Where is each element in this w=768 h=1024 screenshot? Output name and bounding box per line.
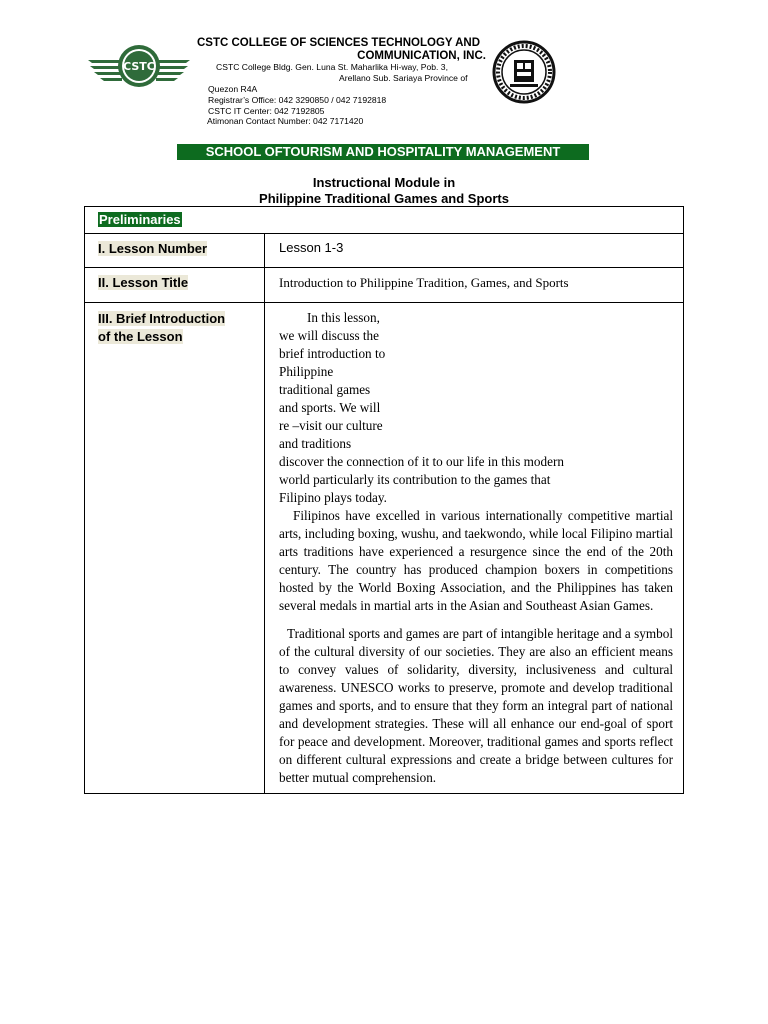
module-title-line2: Philippine Traditional Games and Sports xyxy=(259,191,509,206)
lesson-number-value: Lesson 1-3 xyxy=(265,234,684,268)
table-row-preliminaries xyxy=(85,207,684,234)
brief-intro-label-line1: III. Brief Introduction xyxy=(98,311,226,326)
intro-line: we will discuss the xyxy=(279,328,379,343)
college-name-line2: COMMUNICATION, INC. xyxy=(357,50,486,62)
intro-line: Philippine xyxy=(279,364,334,379)
table-row-lesson-title xyxy=(85,268,684,303)
address-line: CSTC College Bldg. Gen. Luna St. Maharlika Hi-way, Pob. 3, xyxy=(216,62,448,72)
intro-line: world particularly its contribution to the games that xyxy=(279,472,551,487)
it-center-contact: CSTC IT Center: 042 7192805 xyxy=(208,106,325,116)
college-name xyxy=(196,37,488,63)
intro-line: and sports. We will xyxy=(279,400,381,415)
address-line: Quezon R4A xyxy=(208,84,258,94)
lesson-number-label: I. Lesson Number xyxy=(98,241,208,256)
table-row-lesson-number xyxy=(85,234,684,268)
intro-paragraph-unesco: Traditional sports and games are part of intangible heritage and a symbol of the cultural diversity of our societies. They are also an efficient means to convey values of solidarity, diversity, inclusiveness and cultural awareness. UNESCO works to preserve, promote and develop traditional games and sports, and to ensure that they form an integral part of national and development strategies. These will all enhance our end-goal of sport for peace and development. Moreover, traditional games and sports reflect on different cultural expressions and create a bridge between cultures for better mutual comprehension. xyxy=(279,626,673,785)
lesson-title-label: II. Lesson Title xyxy=(98,275,189,290)
intro-line: and traditions xyxy=(279,436,352,451)
atimonan-contact: Atimonan Contact Number: 042 7171420 xyxy=(207,116,364,126)
address-line: Arellano Sub. Sariaya Province of xyxy=(339,73,468,83)
brief-intro-label-line2: of the Lesson xyxy=(98,329,183,344)
intro-line: traditional games xyxy=(279,382,371,397)
intro-line: Filipino plays today. xyxy=(279,490,387,505)
school-name-banner: SCHOOL OFTOURISM AND HOSPITALITY MANAGEMENT xyxy=(177,144,589,160)
lesson-table xyxy=(84,206,684,794)
seal-emblem-icon xyxy=(492,40,556,104)
module-title xyxy=(84,175,684,207)
registrar-contact: Registrar’s Office: 042 3290850 / 042 7192818 xyxy=(208,95,387,105)
intro-line: In this lesson, xyxy=(307,310,380,325)
intro-line: re –visit our culture xyxy=(279,418,383,433)
winged-emblem-icon xyxy=(86,38,192,94)
intro-line: brief introduction to xyxy=(279,346,386,361)
intro-paragraph-martial-arts: Filipinos have excelled in various internationally competitive martial arts, including boxing, wushu, and taekwondo, while local Filipino martial arts traditions have experienced a resurgence since the end of the 20th century. The country has produced champion boxers in competitions hosted by the World Boxing Association, and the Philippines has taken several medals in martial arts in the Asian and Southeast Asian Games. xyxy=(279,508,673,613)
college-name-line1: CSTC COLLEGE OF SCIENCES TECHNOLOGY AND xyxy=(197,37,481,49)
preliminaries-label: Preliminaries xyxy=(99,212,181,227)
table-row-brief-intro xyxy=(85,303,684,794)
intro-line: discover the connection of it to our life in this modern xyxy=(279,454,564,469)
logo-text: CSTC xyxy=(123,60,155,73)
module-title-line1: Instructional Module in xyxy=(312,175,456,190)
lesson-title-value: Introduction to Philippine Tradition, Games, and Sports xyxy=(265,268,684,303)
brief-intro-content xyxy=(265,303,684,794)
